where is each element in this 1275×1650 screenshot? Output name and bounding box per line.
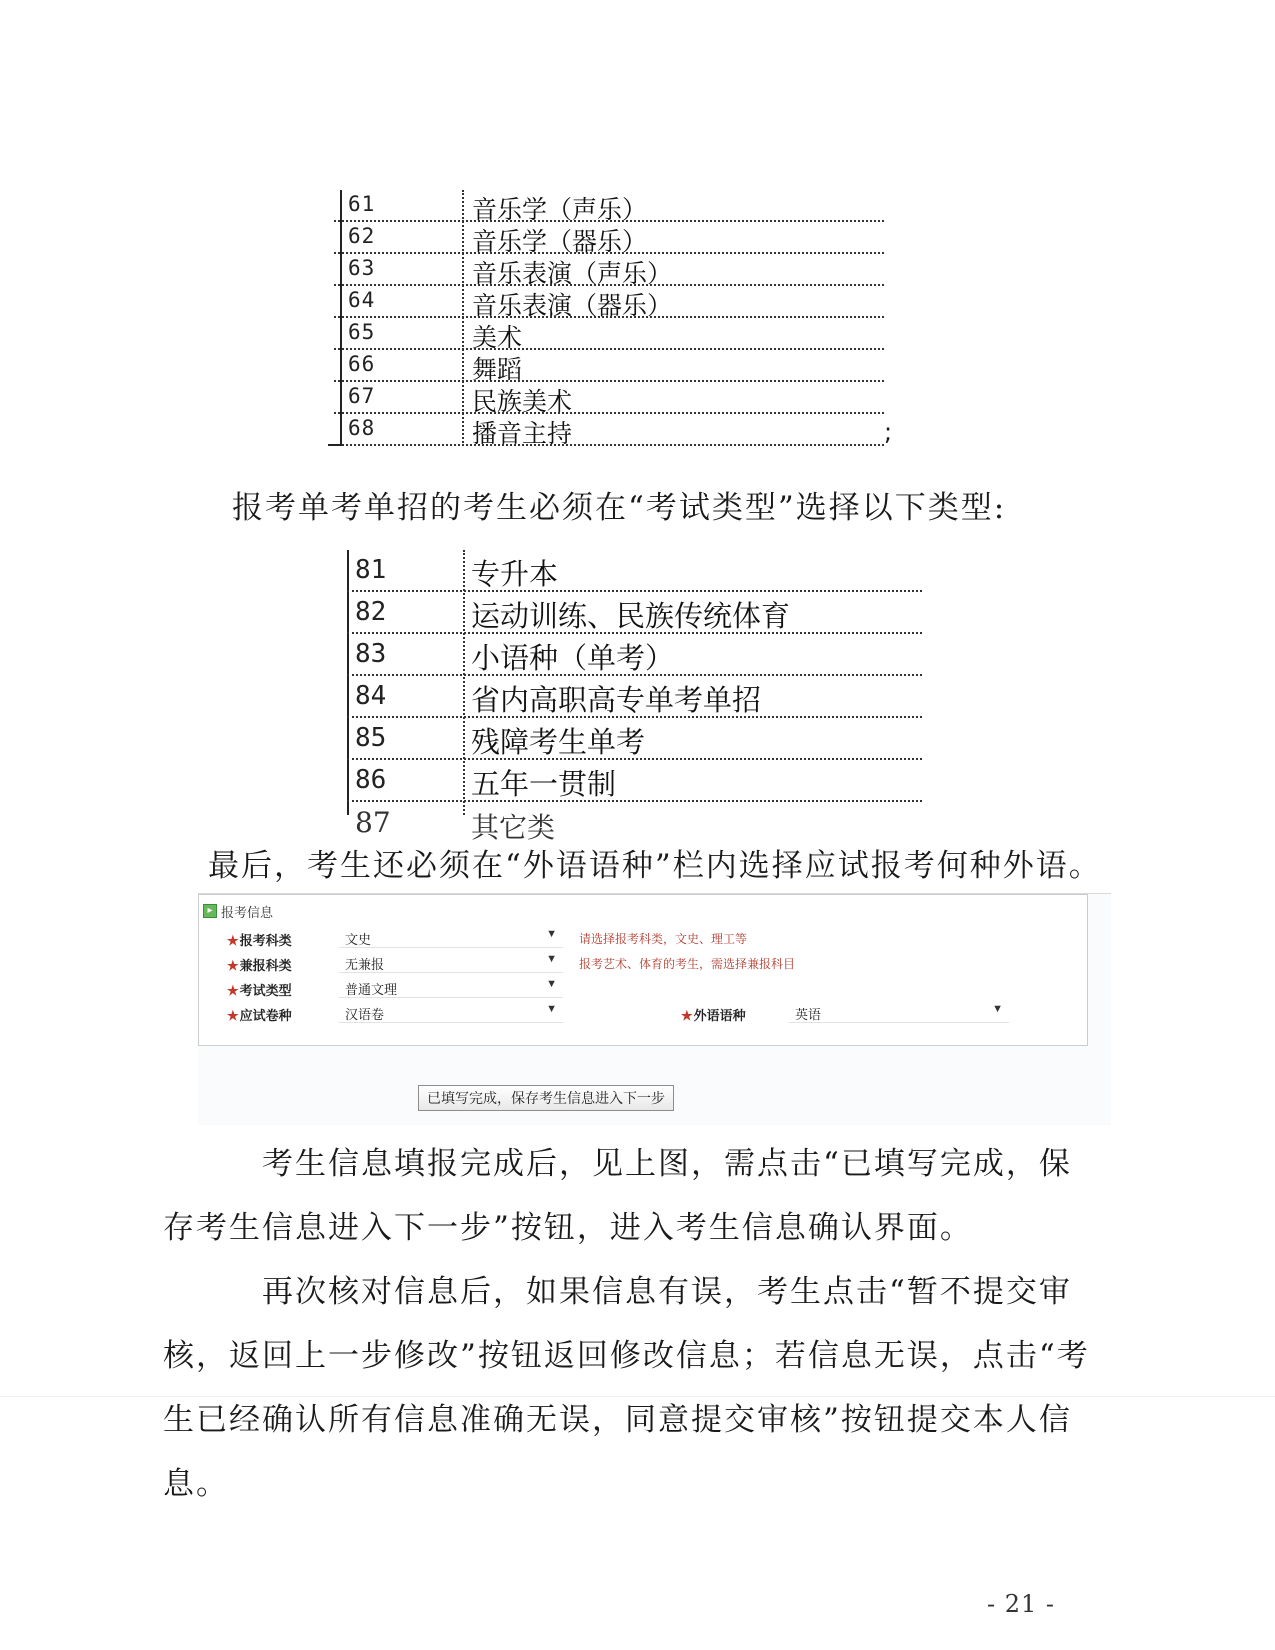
paragraph-line: 息。 bbox=[163, 1466, 229, 1502]
panel-header bbox=[203, 901, 273, 921]
save-and-next-button[interactable]: 已填写完成，保存考生信息进入下一步 bbox=[418, 1085, 674, 1111]
instruction-exam-type: 报考单考单招的考生必须在“考试类型”选择以下类型: bbox=[232, 490, 1007, 526]
table-row: 86 五年一贯制 bbox=[347, 760, 922, 802]
exam-type-code-table bbox=[347, 550, 922, 844]
secondary-category-select[interactable]: 无兼报 ▼ bbox=[339, 951, 563, 973]
form-row-secondary-category bbox=[199, 950, 1089, 975]
paper-type-select[interactable]: 汉语卷 ▼ bbox=[339, 1001, 563, 1023]
instruction-foreign-language: 最后，考生还必须在“外语语种”栏内选择应试报考何种外语。 bbox=[208, 848, 1102, 884]
table-row: 85 残障考生单考 bbox=[347, 718, 922, 760]
table-row: 62 音乐学（器乐） bbox=[334, 222, 884, 254]
form-row-subject-category bbox=[199, 925, 1089, 950]
table-row: 68 播音主持 bbox=[334, 414, 884, 446]
paragraph-line: 考生信息填报完成后，见上图，需点击“已填写完成，保 bbox=[262, 1146, 1072, 1182]
dropdown-arrow-icon: ▼ bbox=[546, 978, 557, 990]
field-hint: 请选择报考科类，文史、理工等 bbox=[579, 932, 748, 946]
table-row-cropped: 87 其它类 bbox=[355, 806, 556, 844]
field-label: ★兼报科类 bbox=[227, 958, 292, 973]
table-row: 66 舞蹈 bbox=[334, 350, 884, 382]
required-star-icon: ★ bbox=[227, 983, 239, 998]
paragraph-line: 再次核对信息后，如果信息有误，考生点击“暂不提交审 bbox=[262, 1274, 1072, 1310]
dropdown-arrow-icon: ▼ bbox=[546, 953, 557, 965]
foreign-language-select[interactable]: 英语 ▼ bbox=[789, 1001, 1009, 1023]
page-number: - 21 - bbox=[987, 1590, 1056, 1618]
required-star-icon: ★ bbox=[227, 958, 239, 973]
dropdown-arrow-icon: ▼ bbox=[546, 928, 557, 940]
paragraph-line: 存考生信息进入下一步”按钮，进入考生信息确认界面。 bbox=[163, 1210, 973, 1246]
table-row: 67 民族美术 bbox=[334, 382, 884, 414]
table-row: 83 小语种（单考） bbox=[347, 634, 922, 676]
table-row: 64 音乐表演（器乐） bbox=[334, 286, 884, 318]
subject-category-select[interactable]: 文史 ▼ bbox=[339, 926, 563, 948]
form-row-exam-type bbox=[199, 975, 1089, 1000]
table-trailing-semicolon: ; bbox=[884, 418, 893, 446]
section-title: 报考信息 bbox=[221, 904, 274, 920]
required-star-icon: ★ bbox=[227, 1008, 239, 1023]
field-label: ★应试卷种 bbox=[227, 1008, 292, 1023]
exam-info-panel bbox=[198, 894, 1088, 1046]
required-star-icon: ★ bbox=[227, 933, 239, 948]
form-row-paper-type bbox=[199, 1000, 1089, 1025]
field-label: ★报考科类 bbox=[227, 933, 292, 948]
table-bottom-tick bbox=[328, 444, 340, 446]
dropdown-arrow-icon: ▼ bbox=[992, 1003, 1003, 1015]
table-row: 61 音乐学（声乐） bbox=[334, 190, 884, 222]
table-row: 65 美术 bbox=[334, 318, 884, 350]
dropdown-arrow-icon: ▼ bbox=[546, 1003, 557, 1015]
exam-type-select[interactable]: 普通文理 ▼ bbox=[339, 976, 563, 998]
art-exam-code-table bbox=[334, 190, 893, 448]
paragraph-line: 核，返回上一步修改”按钮返回修改信息；若信息无误，点击“考 bbox=[163, 1338, 1090, 1374]
table-row: 82 运动训练、民族传统体育 bbox=[347, 592, 922, 634]
registration-form-screenshot bbox=[198, 893, 1111, 1125]
section-arrow-icon: ▸ bbox=[203, 904, 217, 918]
field-label: ★外语语种 bbox=[681, 1008, 746, 1023]
table-row: 81 专升本 bbox=[347, 550, 922, 592]
paragraph-line: 生已经确认所有信息准确无误，同意提交审核”按钮提交本人信 bbox=[163, 1402, 1072, 1438]
required-star-icon: ★ bbox=[681, 1008, 693, 1023]
table-row: 63 音乐表演（声乐） bbox=[334, 254, 884, 286]
table-row: 84 省内高职高专单考单招 bbox=[347, 676, 922, 718]
field-label: ★考试类型 bbox=[227, 983, 292, 998]
field-hint: 报考艺术、体育的考生，需选择兼报科目 bbox=[579, 957, 796, 971]
